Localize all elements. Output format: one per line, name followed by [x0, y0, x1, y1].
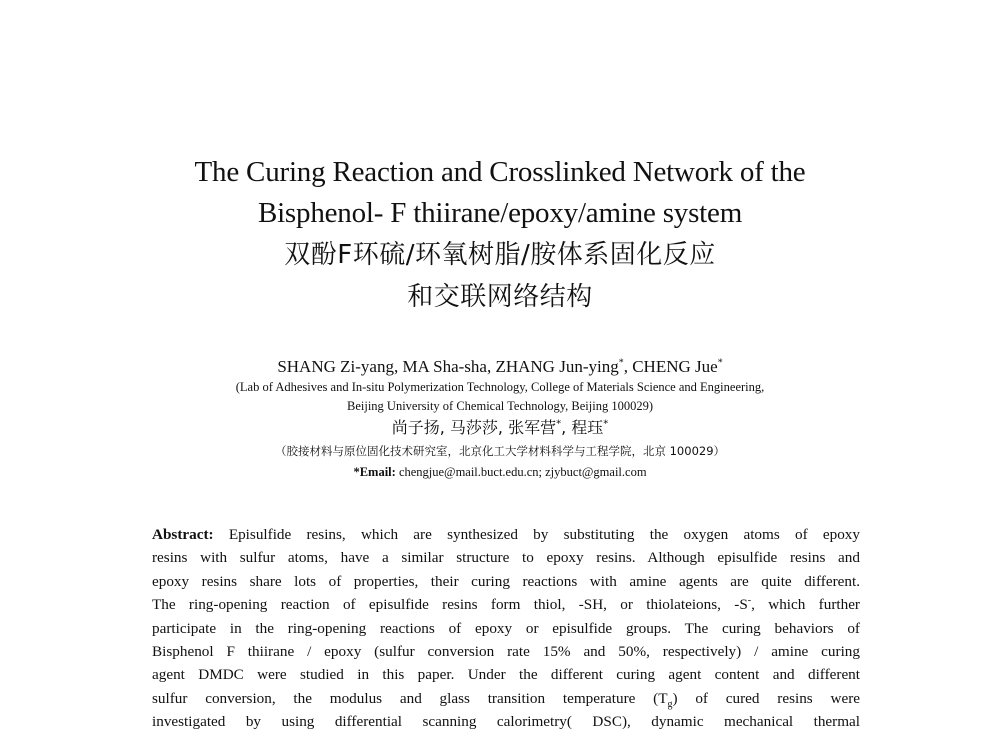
superscript-minus: -	[747, 595, 752, 607]
authors-en-part-2: , CHENG Jue	[623, 357, 718, 376]
authors-cn-part-2: , 程珏	[561, 418, 604, 437]
abstract-line	[152, 523, 860, 546]
abstract-line: agent DMDC were studied in this paper. Under the different curing agent content and different	[152, 666, 860, 684]
abstract-text: , which further	[751, 596, 860, 614]
abstract-line: Bisphenol F thiirane / epoxy (sulfur conversion rate 15% and 50%, respectively) / amine curing	[152, 642, 860, 660]
abstract-text: The ring-opening reaction of episulfide resins form thiol, -SH, or thiolateions, -S	[152, 596, 748, 614]
subscript-g: g	[667, 698, 673, 710]
abstract-line: investigated by using differential scanning calorimetry( DSC), dynamic mechanical thermal	[152, 713, 860, 731]
title-en-line-2: Bisphenol- F thiirane/epoxy/amine system	[257, 197, 743, 229]
title-en-line-1: The Curing Reaction and Crosslinked Network of the	[194, 156, 806, 188]
affiliation-en-line-2: Beijing University of Chemical Technology, Beijing 100029)	[346, 399, 654, 413]
title-cn-line-1: 双酚F环硫/环氧树脂/胺体系固化反应	[284, 240, 716, 270]
corresponding-mark: *	[618, 357, 624, 369]
authors-en	[0, 356, 1000, 378]
abstract	[152, 523, 860, 734]
title-cn-line-2: 和交联网络结构	[407, 282, 593, 312]
corresponding-mark: *	[717, 357, 723, 369]
affiliation-en-line-1: (Lab of Adhesives and In-situ Polymerization Technology, College of Materials Science and Engineering,	[235, 380, 765, 394]
paper-title	[0, 152, 1000, 318]
authors-en-part-1: SHANG Zi-yang, MA Sha-sha, ZHANG Jun-ying	[277, 357, 619, 376]
abstract-text: sulfur conversion, the modulus and glass transition temperature (T	[152, 689, 668, 707]
corresponding-mark: *	[556, 418, 562, 430]
corresponding-mark: *	[603, 418, 609, 430]
authors-cn	[0, 416, 1000, 440]
abstract-label: Abstract:	[152, 526, 214, 543]
abstract-line: epoxy resins share lots of properties, their curing reactions with amine agents are quite different.	[152, 572, 860, 590]
abstract-line	[152, 593, 860, 616]
abstract-text: ) of cured resins were	[672, 689, 860, 707]
affiliation-cn: （胶接材料与原位固化技术研究室，北京化工大学材料科学与工程学院，北京 100029）	[274, 444, 726, 458]
abstract-line: resins with sulfur atoms, have a similar structure to epoxy resins. Although episulfide resins and	[152, 549, 860, 567]
email-label: *Email:	[353, 465, 396, 479]
abstract-line: participate in the ring-opening reactions of epoxy or episulfide groups. The curing behaviors of	[152, 619, 860, 637]
author-block	[0, 356, 1000, 482]
email-value: chengjue@mail.buct.edu.cn; zjybuct@gmail.com	[395, 465, 647, 479]
abstract-text: Episulfide resins, which are synthesized by substituting the oxygen atoms of epoxy	[213, 526, 860, 543]
contact-email	[0, 462, 1000, 482]
authors-cn-part-1: 尚子扬, 马莎莎, 张军营	[391, 418, 557, 437]
abstract-line	[152, 687, 860, 710]
